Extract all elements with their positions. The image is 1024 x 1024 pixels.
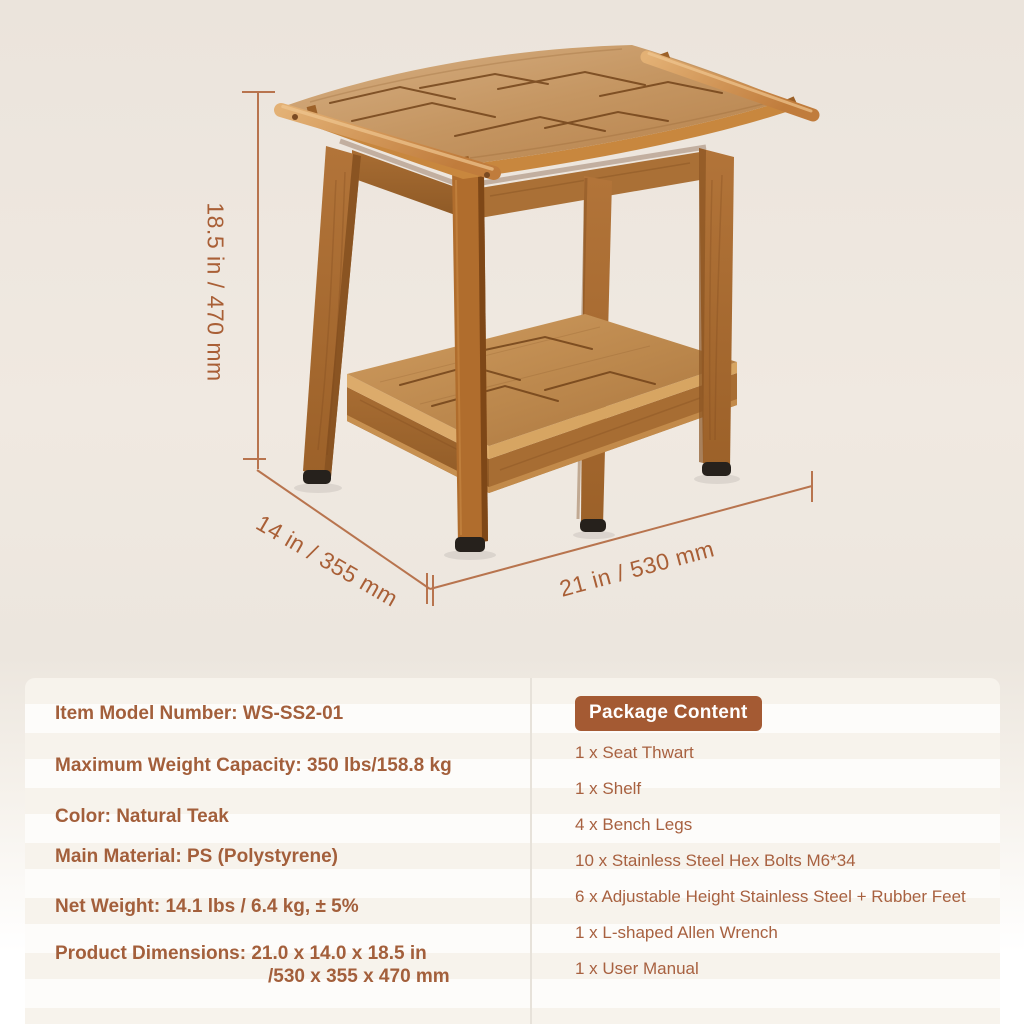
width-dimension-label: 21 in / 530 mm: [556, 535, 718, 602]
spec-row-weight: Net Weight: 14.1 lbs / 6.4 kg, ± 5%: [55, 896, 359, 917]
height-dimension-line: [242, 92, 275, 469]
height-dimension-label: 18.5 in / 470 mm: [202, 202, 229, 382]
spec-dimensions-line1: Product Dimensions: 21.0 x 14.0 x 18.5 in: [55, 943, 427, 964]
package-item: 1 x Seat Thwart: [575, 743, 694, 762]
spec-row-material: Main Material: PS (Polystyrene): [55, 846, 338, 867]
panel-divider: [530, 678, 532, 1024]
spec-row-color: Color: Natural Teak: [55, 806, 229, 827]
package-item: 10 x Stainless Steel Hex Bolts M6*34: [575, 851, 856, 870]
package-item: 1 x User Manual: [575, 959, 699, 978]
spec-dimensions-line2: /530 x 355 x 470 mm: [268, 966, 450, 987]
package-item: 1 x L-shaped Allen Wrench: [575, 923, 778, 942]
package-item: 4 x Bench Legs: [575, 815, 693, 834]
spec-row-capacity: Maximum Weight Capacity: 350 lbs/158.8 kg: [55, 755, 452, 776]
package-content-badge: Package Content: [575, 696, 762, 731]
depth-dimension-label: 14 in / 355 mm: [251, 509, 403, 612]
spec-row-model: Item Model Number: WS-SS2-01: [55, 703, 344, 724]
spec-row-dimensions: [55, 942, 505, 988]
package-item: 1 x Shelf: [575, 779, 642, 798]
spec-list: [55, 702, 505, 988]
spec-panel: [25, 678, 1000, 1024]
package-content-section: [575, 696, 1015, 995]
package-item: 6 x Adjustable Height Stainless Steel + Rubber Feet: [575, 887, 966, 906]
